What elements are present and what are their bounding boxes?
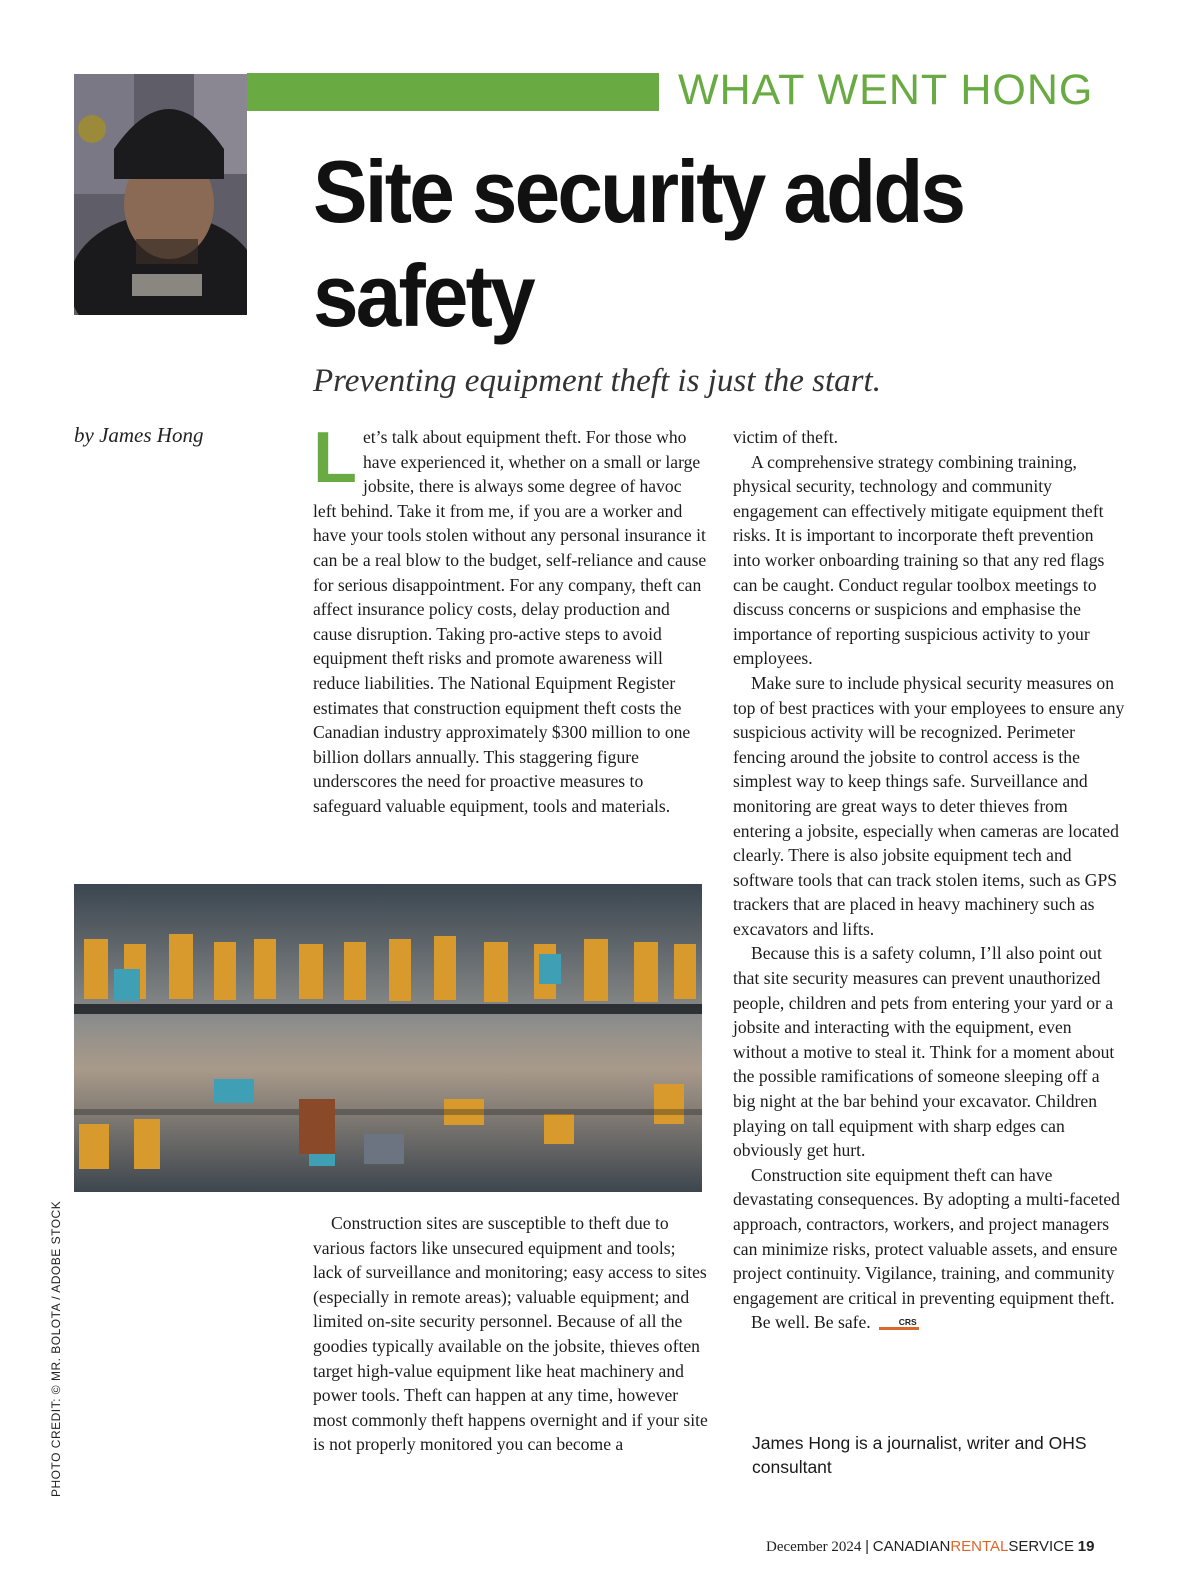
signoff-text: Be well. Be safe.	[751, 1312, 871, 1333]
section-accent-bar	[247, 73, 659, 111]
article-paragraph: et’s talk about equipment theft. For those who have experienced it, whether on a small or large jobsite, there is always some degree of havoc left behind. Take it from me, if you are a worker and have your tools stolen without any personal insurance it can be a real blow to the budget, self-reliance and cause for serious disappointment. For any company, theft can affect insurance policy costs, delay production and cause disruption. Taking pro-active steps to avoid equipment theft risks and promote awareness will reduce liabilities. The National Equipment Register estimates that construction equipment theft costs the Canadian industry approximately $300 million to one billion dollars annually. This staggering figure underscores the need for proactive measures to safeguard valuable equipment, tools and materials.	[313, 427, 707, 816]
footer-separator: |	[865, 1538, 870, 1555]
equipment-yard-photo	[74, 884, 702, 1192]
page-footer	[766, 1538, 1094, 1556]
headline: Site security adds safety	[313, 142, 964, 345]
author-portrait-image	[74, 74, 247, 315]
article-paragraph: Make sure to include physical security measures on top of best practices with your employees to ensure any suspicious activity will be recognized. Perimeter fencing around the jobsite to control access is the simplest way to keep things safe. Surveillance and monitoring are great ways to deter thieves from entering a jobsite, especially when cameras are located clearly. There is also jobsite equipment tech and software tools that can track stolen items, such as GPS trackers that are placed in heavy machinery such as excavators and lifts.	[733, 672, 1125, 939]
crs-end-mark-logo: CRS	[879, 1317, 919, 1330]
article-paragraph: Because this is a safety column, I’ll also point out that site security measures can prevent unauthorized people, children and pets from entering your yard or a jobsite and interacting with the equipment, even without a motive to steal it. Think for a moment about the possible ramifications of someone sleeping off a big night at the bar behind your excavator. Children playing on tall equipment with sharp edges can obviously get hurt.	[733, 943, 1115, 1161]
article-signoff	[733, 1310, 1125, 1335]
dropcap: L	[313, 418, 357, 498]
section-label: WHAT WENT HONG	[678, 66, 1094, 114]
article-column-1-top	[313, 418, 708, 819]
article-paragraph: Construction sites are susceptible to theft due to various factors like unsecured equipment and tools; lack of surveillance and monitoring; easy access to sites (especially in remote areas); valuable equipment; and limited on-site security personnel. Because of all the goodies typically available on the jobsite, thieves often target high-value equipment like heat machinery and power tools. Theft can happen at any time, however most commonly theft happens overnight and if your site is not properly monitored you can become a	[313, 1213, 708, 1455]
page-number: 19	[1077, 1538, 1095, 1555]
article-paragraph: A comprehensive strategy combining training, physical security, technology and community engagement can effectively mitigate equipment theft risks. It is important to incorporate theft prevention into worker onboarding training so that any red flags can be caught. Conduct regular toolbox meetings to discuss concerns or suspicions and emphasise the importance of reporting suspicious activity to your employees.	[733, 451, 1105, 669]
article-paragraph: Construction site equipment theft can have devastating consequences. By adopting a multi-faceted approach, contractors, workers, and project managers can minimize risks, protect valuable assets, and ensure project continuity. Vigilance, training, and community engagement are critical in preventing equipment theft.	[733, 1164, 1120, 1308]
magazine-name	[873, 1538, 1074, 1555]
article-column-1-bottom	[313, 1211, 708, 1457]
article-paragraph: victim of theft.	[733, 427, 839, 447]
issue-date: December 2024	[766, 1539, 862, 1555]
photo-credit: PHOTO CREDIT: © MR. BOLOTA / ADOBE STOCK	[49, 1200, 63, 1497]
brand-part-1: CANADIAN	[872, 1538, 951, 1555]
byline: by James Hong	[74, 423, 204, 447]
article-column-2	[733, 425, 1125, 1335]
author-bio: James Hong is a journalist, writer and OHS consultant	[752, 1433, 1087, 1477]
brand-part-2: RENTAL	[950, 1538, 1009, 1555]
deck-subtitle: Preventing equipment theft is just the start.	[313, 363, 881, 399]
brand-part-3: SERVICE	[1008, 1538, 1074, 1555]
equipment-yard-drawing	[74, 884, 702, 1192]
portrait-drawing	[74, 74, 247, 315]
